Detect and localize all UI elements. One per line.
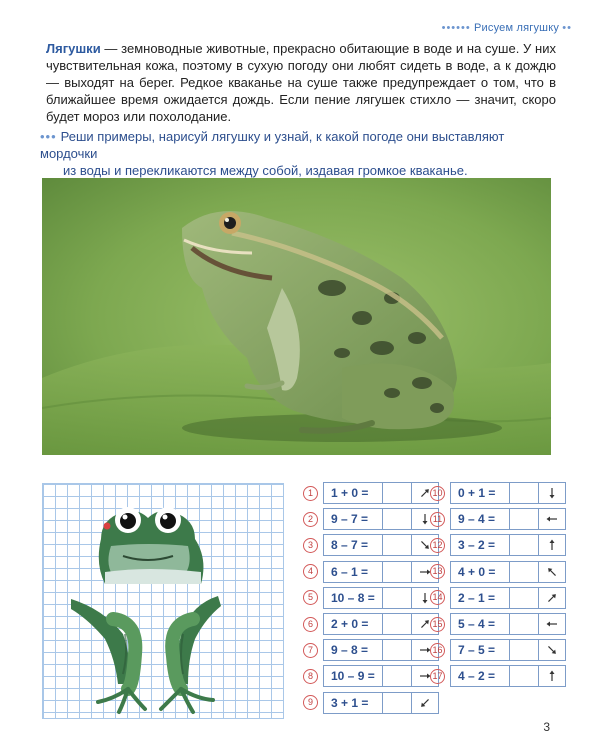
exercise-row [430,640,566,660]
exercise-box [450,482,566,504]
exercise-box [323,639,439,661]
answer-field[interactable] [509,614,538,634]
direction-arrow-cell [538,535,565,555]
exercise-number: 5 [303,590,318,605]
exercise-expression: 4 – 2 = [458,669,496,684]
exercise-box [323,613,439,635]
answer-field[interactable] [382,509,411,529]
exercise-expression: 2 – 1 = [458,590,496,605]
exercise-row [303,483,439,503]
exercise-box [450,613,566,635]
direction-arrow-cell [538,509,565,529]
answer-field[interactable] [382,614,411,634]
exercise-expression: 9 – 7 = [331,512,369,527]
exercise-box [450,561,566,583]
direction-arrow-icon [546,592,558,604]
answer-field[interactable] [382,640,411,660]
answer-field[interactable] [382,562,411,582]
exercise-number: 9 [303,695,318,710]
exercise-number: 13 [430,564,445,579]
exercise-expression: 10 – 9 = [331,669,375,684]
answer-field[interactable] [382,666,411,686]
direction-arrow-icon [546,513,558,525]
task-instruction [40,128,560,179]
exercise-expression: 10 – 8 = [331,590,375,605]
direction-arrow-cell [538,562,565,582]
exercise-expression: 9 – 4 = [458,512,496,527]
task-line-2: из воды и перекликаются между собой, издавая громкое кваканье. [63,163,468,178]
exercise-box [323,534,439,556]
exercise-row [430,666,566,686]
exercise-row [430,614,566,634]
exercise-row [303,640,439,660]
direction-arrow-cell [538,588,565,608]
exercise-number: 8 [303,669,318,684]
intro-paragraph [46,40,556,125]
exercise-row [303,614,439,634]
exercise-expression: 6 – 1 = [331,564,369,579]
exercise-number: 1 [303,486,318,501]
page-number: 3 [543,720,550,734]
exercise-box [450,534,566,556]
answer-field[interactable] [382,483,411,503]
direction-arrow-cell [538,640,565,660]
answer-field[interactable] [509,483,538,503]
answer-field[interactable] [509,562,538,582]
exercise-row [303,666,439,686]
answer-field[interactable] [509,640,538,660]
exercise-box [323,587,439,609]
intro-bold-word: Лягушки [46,41,101,56]
direction-arrow-cell [538,666,565,686]
exercise-row [303,562,439,582]
exercise-box [450,587,566,609]
exercise-number: 7 [303,643,318,658]
exercise-row [303,693,439,713]
task-dots: ••• [40,129,57,144]
exercise-number: 3 [303,538,318,553]
direction-arrow-icon [546,566,558,578]
exercise-row [430,535,566,555]
answer-field[interactable] [509,509,538,529]
answer-field[interactable] [382,693,411,713]
exercise-expression: 3 + 1 = [331,695,369,710]
exercise-expression: 7 – 5 = [458,643,496,658]
exercise-number: 12 [430,538,445,553]
exercise-box [450,639,566,661]
answer-field[interactable] [382,535,411,555]
exercise-box [323,665,439,687]
exercise-box [323,482,439,504]
frog-left-leg-illustration [71,599,145,712]
frog-photo-illustration [42,178,551,455]
header-title: Рисуем лягушку [473,22,560,34]
answer-field[interactable] [382,588,411,608]
frog-right-leg-illustration [161,596,221,712]
task-line-1: Реши примеры, нарисуй лягушку и узнай, к какой погоде они выставляют мордочки [40,129,505,161]
exercise-number: 4 [303,564,318,579]
exercise-expression: 4 + 0 = [458,564,496,579]
intro-text: — земноводные животные, прекрасно обитающие в воде и на суше. У них чувствительная кожа, поэтому в сухую погоду они любят сидеть в воде, а к дождю — выходят на берег. Редкое кваканье на суше также предупреждает о том, что в ближайшее время ожидается дождь. Если пение лягушек стихло — значит, скоро будет мороз или похолодание. [46,41,556,124]
exercise-row [303,535,439,555]
exercise-box [450,508,566,530]
header-dots: •••••• [441,22,471,34]
direction-arrow-icon [546,487,558,499]
exercise-row [303,588,439,608]
exercise-expression: 3 – 2 = [458,538,496,553]
exercise-number: 6 [303,617,318,632]
exercise-row [430,562,566,582]
exercise-row [430,588,566,608]
exercise-box [323,561,439,583]
exercise-number: 10 [430,486,445,501]
direction-arrow-cell [538,483,565,503]
frog-head-illustration [99,507,204,584]
direction-arrow-cell [411,693,438,713]
header-dots-after: •• [562,22,572,34]
direction-arrow-icon [546,670,558,682]
exercise-expression: 0 + 1 = [458,486,496,500]
direction-arrow-icon [546,539,558,551]
drawing-grid[interactable] [42,483,284,719]
answer-field[interactable] [509,666,538,686]
direction-arrow-cell [538,614,565,634]
exercise-expression: 8 – 7 = [331,538,369,553]
direction-arrow-icon [546,644,558,656]
exercise-number: 14 [430,590,445,605]
exercise-number: 16 [430,643,445,658]
exercise-box [450,665,566,687]
exercise-number: 11 [430,512,445,527]
exercise-row [430,509,566,529]
exercise-expression: 5 – 4 = [458,617,496,631]
exercise-box [323,692,439,714]
section-header [442,22,572,34]
answer-field[interactable] [509,588,538,608]
direction-arrow-icon [419,697,431,709]
exercise-row [430,483,566,503]
answer-field[interactable] [509,535,538,555]
exercise-box [323,508,439,530]
exercise-row [303,509,439,529]
exercise-number: 17 [430,669,445,684]
exercise-expression: 1 + 0 = [331,486,369,500]
exercise-number: 15 [430,617,445,632]
direction-arrow-icon [546,618,558,630]
exercise-expression: 9 – 8 = [331,643,369,658]
frog-outline-drawing [43,484,283,718]
exercise-number: 2 [303,512,318,527]
exercise-expression: 2 + 0 = [331,617,369,631]
frog-photo [42,178,551,455]
